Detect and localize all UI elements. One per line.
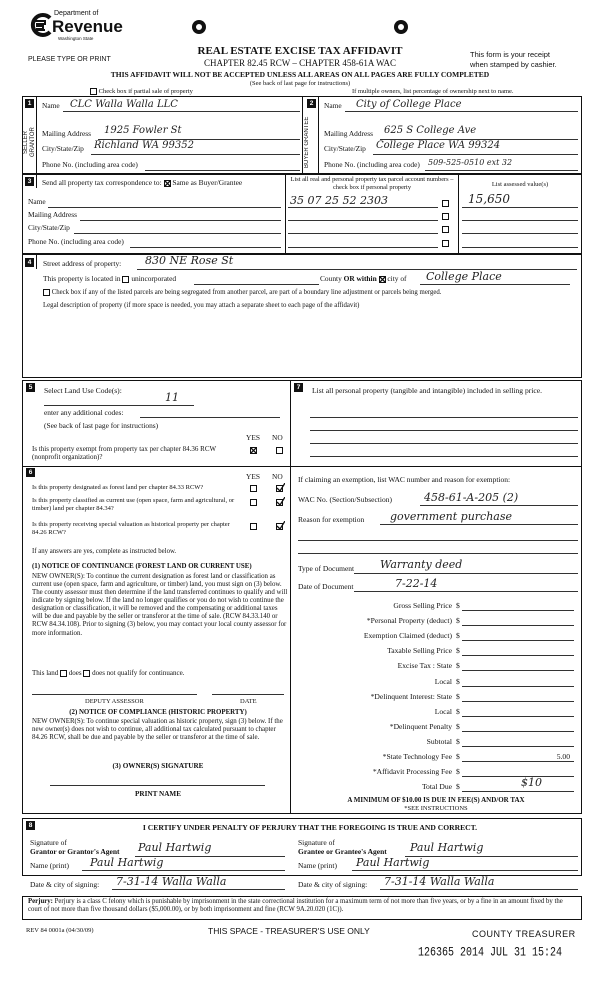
corr-phone-line — [130, 247, 281, 248]
s5-yes-header: YES — [246, 433, 260, 442]
fee-row — [292, 706, 580, 720]
unincorporated-label: unincorporated — [131, 274, 177, 283]
seller-mailing-value[interactable]: 1925 Fowler St — [104, 125, 182, 136]
fee-currency: $ — [456, 631, 460, 640]
seller-grantor-label: SELLER GRANTOR — [23, 127, 37, 157]
notice-continuance-title: (1) NOTICE OF CONTINUANCE (FOREST LAND OR CURRENT USE) — [32, 563, 252, 570]
personal-property-checkbox-2[interactable] — [442, 213, 449, 220]
form-number: REV 84 0001a (04/30/09) — [26, 927, 94, 934]
fee-currency: $ — [456, 661, 460, 670]
seller-phone-label: Phone No. (including area code) — [42, 160, 138, 169]
doc-date-value[interactable]: 7-22-14 — [395, 577, 438, 590]
buyer-city-label: City/State/Zip — [324, 144, 366, 153]
exempt-yes-checkbox[interactable] — [250, 447, 257, 454]
does-not-checkbox[interactable] — [83, 670, 90, 677]
check-x-icon — [250, 447, 257, 454]
treasurer-stamp: 126365 2014 JUL 31 15:24 — [418, 946, 563, 961]
reason-line-3 — [298, 553, 578, 554]
personal-property-line-3 — [310, 443, 578, 444]
grantor-date-value[interactable]: 7-31-14 Walla Walla — [116, 875, 227, 888]
grantee-sig-label: Signature of — [298, 838, 335, 847]
partial-sale-label: Check box if partial sale of property — [98, 88, 193, 95]
grantor-signature[interactable]: Paul Hartwig — [138, 841, 212, 854]
parcel-line-1 — [288, 207, 438, 208]
completion-warning: THIS AFFIDAVIT WILL NOT BE ACCEPTED UNLESS ALL AREAS ON ALL PAGES ARE FULLY COMPLETED — [110, 70, 490, 79]
fee-label: Excise Tax : State — [397, 661, 452, 670]
check-mark-icon — [276, 497, 285, 506]
fee-line — [462, 625, 574, 626]
wac-line — [420, 505, 578, 506]
fee-line — [462, 640, 574, 641]
s6-yes-header: YES — [246, 472, 260, 481]
buyer-city-line — [373, 154, 578, 155]
land-use-see-back: (See back of last page for instructions) — [44, 421, 159, 430]
historic-yes-checkbox[interactable] — [250, 523, 257, 530]
fee-label: *Delinquent Interest: State — [370, 692, 452, 701]
segregated-row — [43, 289, 442, 297]
fee-label: Total Due — [421, 782, 452, 791]
current-use-yes-checkbox[interactable] — [250, 499, 257, 506]
section-5-6-rule — [22, 466, 290, 467]
fee-line — [462, 731, 574, 732]
reason-value[interactable]: government purchase — [390, 510, 513, 523]
reason-line-2 — [298, 540, 578, 541]
seller-name-value[interactable]: CLC Walla Walla LLC — [70, 99, 178, 110]
print-name-label: PRINT NAME — [135, 790, 181, 798]
historic-question: Is this property receiving special valuation as historical property per chapter 84.26 RCW? — [32, 521, 230, 536]
city-of-checkbox[interactable] — [379, 276, 386, 283]
parcel-number-value[interactable]: 35 07 25 52 2303 — [290, 194, 388, 207]
section-4-number: 4 — [25, 258, 34, 267]
parcel-header: List all real and personal property tax parcel account numbers – check box if personal property — [290, 176, 454, 191]
punch-hole-left — [192, 20, 206, 34]
fee-value[interactable]: 5.00 — [556, 752, 570, 761]
does-label: does — [68, 669, 82, 677]
section-7-number: 7 — [294, 383, 303, 392]
seller-mailing-label: Mailing Address — [42, 129, 92, 138]
fee-label: Exemption Claimed (deduct) — [363, 631, 452, 640]
parcel-line-3 — [288, 233, 438, 234]
county-line — [194, 284, 319, 285]
fee-line — [462, 746, 574, 747]
doc-date-line — [354, 591, 578, 592]
dept-line3: Washington State — [58, 36, 94, 41]
qualify-label: qualify for continuance. — [117, 669, 185, 677]
fee-row — [292, 615, 580, 629]
city-of-line — [420, 284, 570, 285]
see-back-instructions: (See back of last page for instructions) — [249, 80, 351, 87]
fee-row — [292, 691, 580, 705]
fee-line — [462, 670, 574, 671]
assessed-value[interactable]: 15,650 — [468, 192, 510, 206]
legal-description-label: Legal description of property (if more space is needed, you may attach a separate sheet to each page of the affidavit) — [43, 302, 360, 309]
check-mark-icon — [276, 521, 285, 530]
section-3-number: 3 — [25, 177, 34, 186]
corr-city-label: City/State/Zip — [28, 223, 70, 232]
seller-name-line — [63, 111, 300, 112]
grantor-name-line — [82, 870, 285, 871]
located-text: This property is located in — [43, 274, 121, 283]
corr-name-line — [48, 207, 281, 208]
historic-no-checkbox[interactable] — [276, 523, 283, 530]
fee-label: Gross Selling Price — [393, 601, 452, 610]
please-type: PLEASE TYPE OR PRINT — [28, 56, 111, 63]
corr-name-label: Name — [28, 197, 46, 206]
check-x-icon — [379, 276, 386, 283]
fee-row — [292, 600, 580, 614]
fee-line — [462, 655, 574, 656]
fee-currency: $ — [456, 677, 460, 686]
if-any-yes: If any answers are yes, complete as instructed below. — [32, 548, 177, 555]
corr-mailing-label: Mailing Address — [28, 210, 78, 219]
form-title: REAL ESTATE EXCISE TAX AFFIDAVIT — [197, 45, 403, 57]
fee-label: *Affidavit Processing Fee — [372, 767, 452, 776]
deputy-date-line — [212, 694, 284, 695]
punch-hole-right — [394, 20, 408, 34]
section-3-divider-1 — [285, 174, 286, 254]
fee-currency: $ — [456, 752, 460, 761]
current-use-question: Is this property classified as current use (open space, farm and agricultural, or timber) land per chapter 84.34? — [32, 497, 235, 512]
exemption-label: If claiming an exemption, list WAC number and reason for exemption: — [298, 475, 511, 484]
fee-row — [292, 645, 580, 659]
land-use-label: Select Land Use Code(s): — [44, 386, 122, 395]
notice-continuance-text: NEW OWNER(S): To continue the current designation as forest land or classification as current use (open space, farm and agriculture, or timber) land, you must sign on (3) below. The county assessor must then determine if the land transferred continues to qualify and will indicate by signing below. If the land no longer qualifies or you do not wish to continue the designation or classification, it will be removed and the compensating or additional taxes will be due and payable by the seller or transferor at the time of sale. (RCW 84.33.140 or RCW 84.34.108). Prior to signing (3) below, you may contact your local county assessor for more information. — [32, 573, 288, 637]
or-within-label: OR within — [343, 274, 377, 283]
buyer-name-value[interactable]: City of College Place — [356, 99, 462, 110]
grantee-date-value[interactable]: 7-31-14 Walla Walla — [384, 875, 495, 888]
section-1-side-rule — [36, 96, 37, 174]
fee-label: *Delinquent Penalty — [389, 722, 452, 731]
grantor-date-city-label: Date & city of signing: — [30, 880, 100, 889]
section-4-num-rule — [36, 254, 37, 269]
grantor-sig-label: Signature of — [30, 838, 67, 847]
personal-property-label: List all personal property (tangible and intangible) included in selling price. — [312, 386, 543, 395]
segregated-checkbox[interactable] — [43, 289, 50, 296]
fee-currency: $ — [456, 646, 460, 655]
fee-value[interactable]: $10 — [521, 776, 542, 789]
parcel-line-2 — [288, 220, 438, 221]
fee-currency: $ — [456, 692, 460, 701]
section-8-number: 8 — [26, 821, 35, 830]
dept-line1: Department of — [54, 10, 99, 17]
section-3-num-rule — [36, 174, 37, 188]
s6-no-header: NO — [272, 472, 283, 481]
grantee-date-city-label: Date & city of signing: — [298, 880, 368, 889]
additional-codes-line — [140, 417, 280, 418]
section-6-number: 6 — [26, 468, 35, 477]
seller-city-value[interactable]: Richland WA 99352 — [94, 140, 194, 151]
same-as-buyer-checkbox[interactable] — [164, 180, 171, 187]
section-2-side-rule — [318, 96, 319, 174]
deputy-label: DEPUTY ASSESSOR — [85, 698, 144, 705]
buyer-mailing-label: Mailing Address — [324, 129, 374, 138]
send-correspondence-row — [42, 179, 242, 188]
deputy-date-label: DATE — [240, 698, 257, 705]
fee-currency: $ — [456, 767, 460, 776]
fee-line — [462, 686, 574, 687]
segregated-text: Check box if any of the listed parcels are being segregated from another parcel, are part of a boundary line adjustment or parcels being merged. — [51, 289, 442, 297]
doc-date-label: Date of Document — [298, 582, 354, 591]
dor-logo-mark-icon — [28, 12, 54, 38]
current-use-no-checkbox[interactable] — [276, 499, 283, 506]
personal-property-checkbox-1[interactable] — [442, 200, 449, 207]
section-1-2-divider — [302, 96, 303, 174]
notice-compliance-text: NEW OWNER(S): To continue special valuation as historic property, sign (3) below. If the new owner(s) does not wish to continue, all additional tax calculated pursuant to chapter 84.26 RCW, shall be due and payable by the seller or transferor at the time of sale. — [32, 718, 283, 742]
partial-sale-row — [90, 88, 193, 96]
notice-compliance-title: (2) NOTICE OF COMPLIANCE (HISTORIC PROPERTY) — [69, 709, 247, 716]
seller-name-label: Name — [42, 101, 60, 110]
county-treasurer: COUNTY TREASURER — [472, 929, 576, 939]
section-5-number: 5 — [26, 383, 35, 392]
reason-label: Reason for exemption — [298, 515, 365, 524]
fee-label: Local — [434, 707, 452, 716]
check-mark-icon — [276, 483, 285, 492]
city-of-label: city of — [387, 274, 407, 283]
land-use-line — [44, 405, 194, 406]
does-checkbox[interactable] — [60, 670, 67, 677]
fee-currency: $ — [456, 737, 460, 746]
wac-label: WAC No. (Section/Subsection) — [298, 495, 392, 504]
see-instructions: *SEE INSTRUCTIONS — [404, 805, 468, 812]
buyer-city-value[interactable]: College Place WA 99324 — [376, 140, 501, 151]
deputy-line — [32, 694, 197, 695]
fee-label: Local — [434, 677, 452, 686]
dor-logo — [28, 8, 123, 52]
buyer-phone-line — [425, 170, 578, 171]
grantor-name-print-label: Name (print) — [30, 861, 69, 870]
buyer-phone-label: Phone No. (including area code) — [324, 160, 420, 169]
grantee-name-line — [352, 870, 578, 871]
lower-center-divider — [290, 380, 291, 814]
perjury-notice — [28, 898, 578, 914]
personal-property-checkbox-3[interactable] — [442, 226, 449, 233]
grantor-name-value[interactable]: Paul Hartwig — [90, 856, 164, 869]
grantee-sig-line — [405, 856, 578, 857]
county-label: County — [320, 274, 342, 283]
forest-yes-checkbox[interactable] — [250, 485, 257, 492]
assessed-line-1 — [462, 207, 578, 208]
assessed-line-3 — [462, 233, 578, 234]
exempt-question: Is this property exempt from property tax per chapter 84.36 RCW (nonprofit organization)? — [32, 445, 216, 462]
corr-phone-label: Phone No. (including area code) — [28, 237, 124, 246]
doc-type-label: Type of Document — [298, 564, 355, 573]
fee-label: *Personal Property (deduct) — [366, 616, 452, 625]
fee-row — [292, 676, 580, 690]
treasurer-space: THIS SPACE - TREASURER'S USE ONLY — [208, 926, 370, 936]
buyer-name-label: Name — [324, 101, 342, 110]
forest-question: Is this property designated as forest land per chapter 84.33 RCW? — [32, 484, 204, 491]
doc-type-line — [354, 573, 578, 574]
fee-line — [462, 610, 574, 611]
perjury-text: Perjury is a class C felony which is punishable by imprisonment in the state correctional institution for a maximum term of not more than five years, or by a fine in an amount fixed by the court of not more than five thousand dollars ($5,000.00), or by both imprisonment and fine (RCW 9A.20.020 (1C)). — [28, 898, 563, 914]
print-name-line — [50, 785, 265, 786]
fee-row — [292, 660, 580, 674]
receipt-note-1: This form is your receipt — [470, 50, 551, 59]
fee-currency: $ — [456, 707, 460, 716]
seller-city-label: City/State/Zip — [42, 144, 84, 153]
located-row — [43, 275, 176, 284]
buyer-mailing-value[interactable]: 625 S College Ave — [384, 125, 477, 136]
fee-label: *State Technology Fee — [382, 752, 452, 761]
wac-value[interactable]: 458-61-A-205 (2) — [424, 491, 519, 504]
fee-currency: $ — [456, 782, 460, 791]
same-as-buyer-label: Same as Buyer/Grantee — [172, 178, 243, 187]
reason-line — [380, 524, 578, 525]
fee-line — [462, 716, 574, 717]
fee-row — [292, 630, 580, 644]
assessed-header: List assessed value(s) — [491, 181, 549, 188]
section-3-divider-2 — [458, 174, 459, 254]
street-label: Street address of property: — [43, 259, 122, 268]
this-land-label: This land — [32, 669, 59, 677]
seller-phone-line — [145, 170, 300, 171]
personal-property-checkbox-4[interactable] — [442, 240, 449, 247]
fee-row — [292, 776, 580, 795]
exempt-no-checkbox[interactable] — [276, 447, 283, 454]
city-of-value[interactable]: College Place — [426, 270, 502, 283]
fee-line — [462, 791, 574, 792]
grantee-agent-label: Grantee or Grantee's Agent — [298, 847, 387, 856]
fee-row — [292, 751, 580, 765]
certify-statement: I CERTIFY UNDER PENALTY OF PERJURY THAT THE FOREGOING IS TRUE AND CORRECT. — [142, 823, 478, 832]
corr-city-line — [74, 233, 281, 234]
county-row — [320, 275, 407, 284]
personal-property-line-2 — [310, 430, 578, 431]
fee-currency: $ — [456, 601, 460, 610]
buyer-name-line — [345, 111, 578, 112]
forest-no-checkbox[interactable] — [276, 485, 283, 492]
seller-city-line — [91, 154, 300, 155]
multiple-owners-note: If multiple owners, list percentage of ownership next to name. — [352, 88, 514, 95]
buyer-grantee-label: BUYER GRANTEE — [304, 116, 310, 168]
doc-type-value[interactable]: Warranty deed — [380, 558, 463, 571]
fee-row — [292, 721, 580, 735]
land-use-value[interactable]: 11 — [165, 391, 179, 404]
send-correspondence-label: Send all property tax correspondence to: — [42, 178, 162, 187]
section-7-rule — [290, 466, 582, 467]
parcel-line-4 — [288, 247, 438, 248]
fee-line — [462, 701, 574, 702]
check-x-icon — [164, 180, 171, 187]
fee-currency: $ — [456, 722, 460, 731]
grantor-agent-label: Grantor or Grantor's Agent — [30, 847, 120, 856]
owner-signature-label: (3) OWNER(S) SIGNATURE — [112, 762, 204, 770]
form-chapter: CHAPTER 82.45 RCW – CHAPTER 458-61A WAC — [204, 58, 396, 68]
corr-mailing-line — [80, 220, 281, 221]
grantee-name-print-label: Name (print) — [298, 861, 337, 870]
grantee-name-value[interactable]: Paul Hartwig — [356, 856, 430, 869]
receipt-note-2: when stamped by cashier. — [470, 60, 557, 69]
fee-label: Taxable Selling Price — [387, 646, 452, 655]
grantor-date-line — [112, 889, 285, 890]
section-2-number: 2 — [307, 99, 316, 108]
section-1-number: 1 — [25, 99, 34, 108]
minimum-due: A MINIMUM OF $10.00 IS DUE IN FEE(S) AND/OR TAX — [347, 796, 525, 804]
perjury-label: Perjury: — [28, 898, 53, 905]
dept-line2: Revenue — [52, 17, 123, 36]
fee-currency: $ — [456, 616, 460, 625]
does-not-label: does not — [92, 669, 116, 677]
personal-property-line-1 — [310, 417, 578, 418]
additional-codes-label: enter any additional codes: — [44, 408, 124, 417]
street-value[interactable]: 830 NE Rose St — [145, 254, 234, 267]
s5-no-header: NO — [272, 433, 283, 442]
assessed-line-2 — [462, 220, 578, 221]
fee-label: Subtotal — [426, 737, 452, 746]
partial-sale-checkbox[interactable] — [90, 88, 97, 95]
assessed-line-4 — [462, 247, 578, 248]
grantee-date-line — [380, 889, 578, 890]
grantee-signature[interactable]: Paul Hartwig — [410, 841, 484, 854]
fee-line — [462, 761, 574, 762]
buyer-phone-value[interactable]: 509-525-0510 ext 32 — [428, 158, 513, 167]
unincorporated-checkbox[interactable] — [122, 276, 129, 283]
street-line — [137, 269, 577, 270]
fee-row — [292, 736, 580, 750]
personal-property-line-4 — [310, 456, 578, 457]
this-land-row — [32, 669, 184, 677]
